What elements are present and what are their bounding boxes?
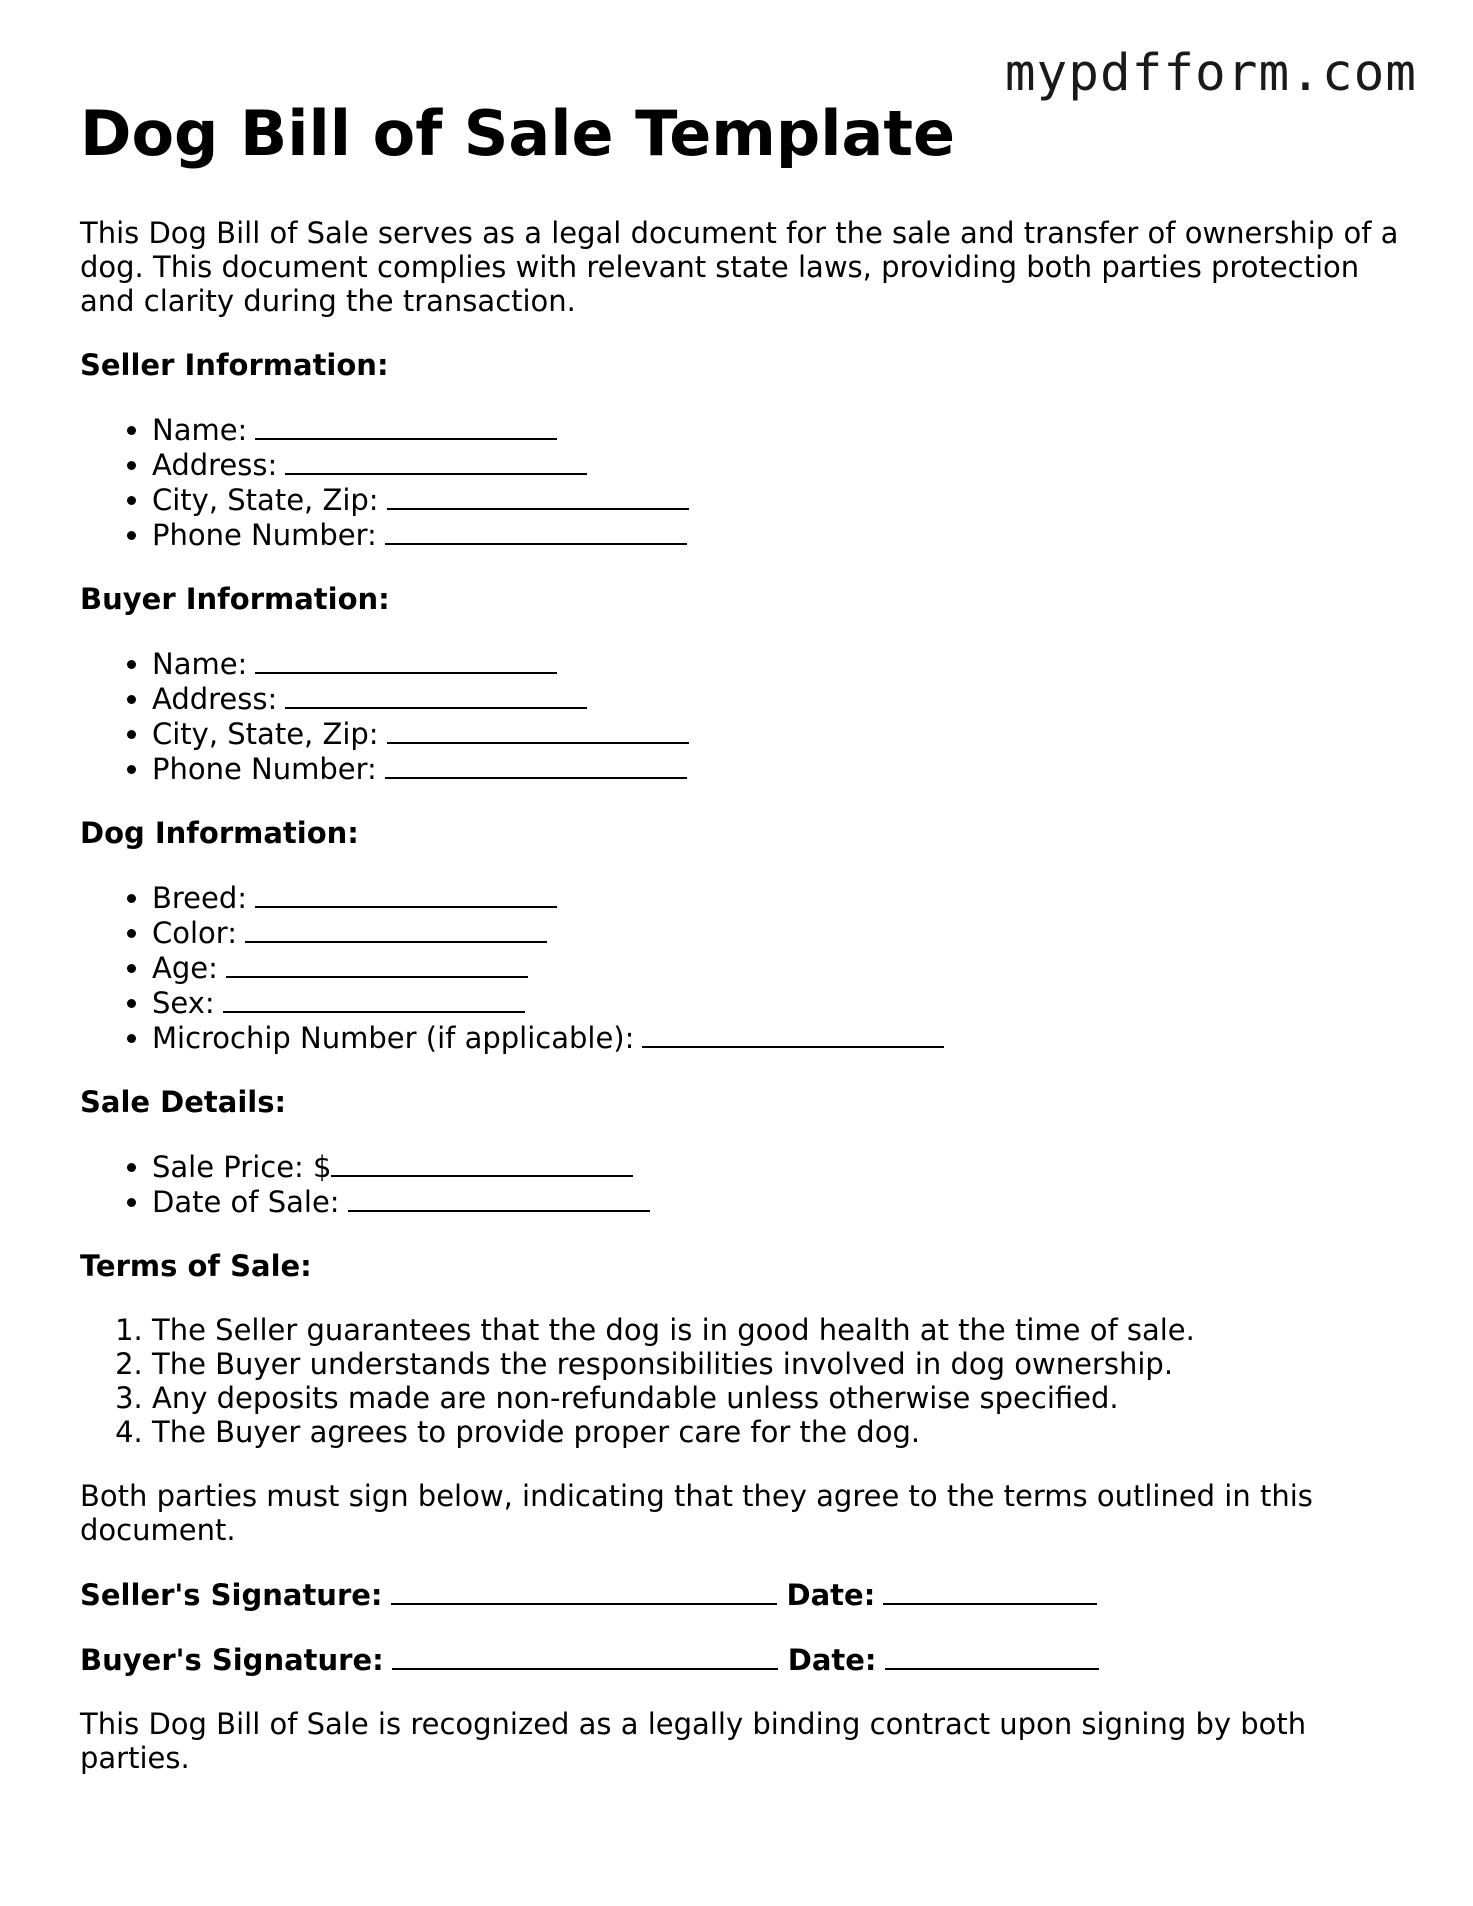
term-item: 2. The Buyer understands the responsibilities involved in dog ownership. xyxy=(152,1347,1400,1381)
terms-heading: Terms of Sale: xyxy=(80,1249,312,1284)
seller-heading: Seller Information: xyxy=(80,348,389,383)
dog-color-blank[interactable] xyxy=(245,915,547,943)
closing-paragraph: This Dog Bill of Sale is recognized as a legally binding contract upon signing by both parties. xyxy=(80,1707,1307,1776)
sale-fields xyxy=(80,1149,1400,1219)
term-item: 4. The Buyer agrees to provide proper care for the dog. xyxy=(152,1415,1400,1449)
buyer-city-blank[interactable] xyxy=(387,716,689,744)
buyer-fields xyxy=(80,646,1400,786)
term-item: 1. The Seller guarantees that the dog is in good health at the time of sale. xyxy=(152,1313,1400,1347)
seller-signature-label: Seller's Signature: xyxy=(80,1578,383,1613)
agreement-paragraph: Both parties must sign below, indicating that they agree to the terms outlined in this document. xyxy=(80,1479,1313,1548)
seller-city-field: • City, State, Zip: xyxy=(152,482,1400,517)
sale-price-blank[interactable] xyxy=(331,1149,633,1177)
seller-address-field: • Address: xyxy=(152,447,1400,482)
dog-color-field: • Color: xyxy=(152,915,1400,950)
buyer-address-field: • Address: xyxy=(152,681,1400,716)
sale-date-blank[interactable] xyxy=(348,1184,650,1212)
seller-phone-blank[interactable] xyxy=(385,517,687,545)
buyer-signature-line xyxy=(80,1642,1400,1677)
buyer-phone-field: • Phone Number: xyxy=(152,751,1400,786)
intro-paragraph: This Dog Bill of Sale serves as a legal document for the sale and transfer of ownership of a dog. This document complies with relevant state laws, providing both parties protection and clarity during the transaction. xyxy=(80,216,1399,319)
seller-name-blank[interactable] xyxy=(255,412,557,440)
seller-date-label: Date: xyxy=(786,1578,876,1613)
dog-microchip-blank[interactable] xyxy=(642,1020,944,1048)
dog-microchip-field: • Microchip Number (if applicable): xyxy=(152,1020,1400,1055)
sale-heading: Sale Details: xyxy=(80,1085,287,1120)
sale-date-field: • Date of Sale: xyxy=(152,1184,1400,1219)
buyer-name-blank[interactable] xyxy=(255,646,557,674)
buyer-date-blank[interactable] xyxy=(885,1642,1099,1670)
document-page xyxy=(80,97,1400,1776)
dog-fields xyxy=(80,880,1400,1055)
buyer-address-blank[interactable] xyxy=(285,681,587,709)
seller-signature-line xyxy=(80,1577,1400,1612)
page-title: Dog Bill of Sale Template xyxy=(80,97,956,170)
buyer-date-label: Date: xyxy=(787,1643,877,1678)
dog-sex-field: • Sex: xyxy=(152,985,1400,1020)
terms-list xyxy=(80,1313,1400,1449)
dog-age-field: • Age: xyxy=(152,950,1400,985)
term-item: 3. Any deposits made are non-refundable unless otherwise specified. xyxy=(152,1381,1400,1415)
buyer-city-field: • City, State, Zip: xyxy=(152,716,1400,751)
seller-name-field: • Name: xyxy=(152,412,1400,447)
dog-sex-blank[interactable] xyxy=(223,985,525,1013)
seller-address-blank[interactable] xyxy=(285,447,587,475)
seller-date-blank[interactable] xyxy=(883,1577,1097,1605)
dog-age-blank[interactable] xyxy=(226,950,528,978)
sale-price-field: • Sale Price: $ xyxy=(152,1149,1400,1184)
buyer-signature-blank[interactable] xyxy=(392,1642,778,1670)
seller-city-blank[interactable] xyxy=(387,482,689,510)
buyer-heading: Buyer Information: xyxy=(80,582,390,617)
buyer-phone-blank[interactable] xyxy=(385,751,687,779)
watermark-logo: mypdfform.com xyxy=(1004,44,1417,103)
buyer-signature-label: Buyer's Signature: xyxy=(80,1643,384,1678)
dog-heading: Dog Information: xyxy=(80,816,359,851)
seller-fields xyxy=(80,412,1400,552)
seller-phone-field: • Phone Number: xyxy=(152,517,1400,552)
buyer-name-field: • Name: xyxy=(152,646,1400,681)
seller-signature-blank[interactable] xyxy=(391,1577,777,1605)
dog-breed-blank[interactable] xyxy=(255,880,557,908)
dog-breed-field: • Breed: xyxy=(152,880,1400,915)
